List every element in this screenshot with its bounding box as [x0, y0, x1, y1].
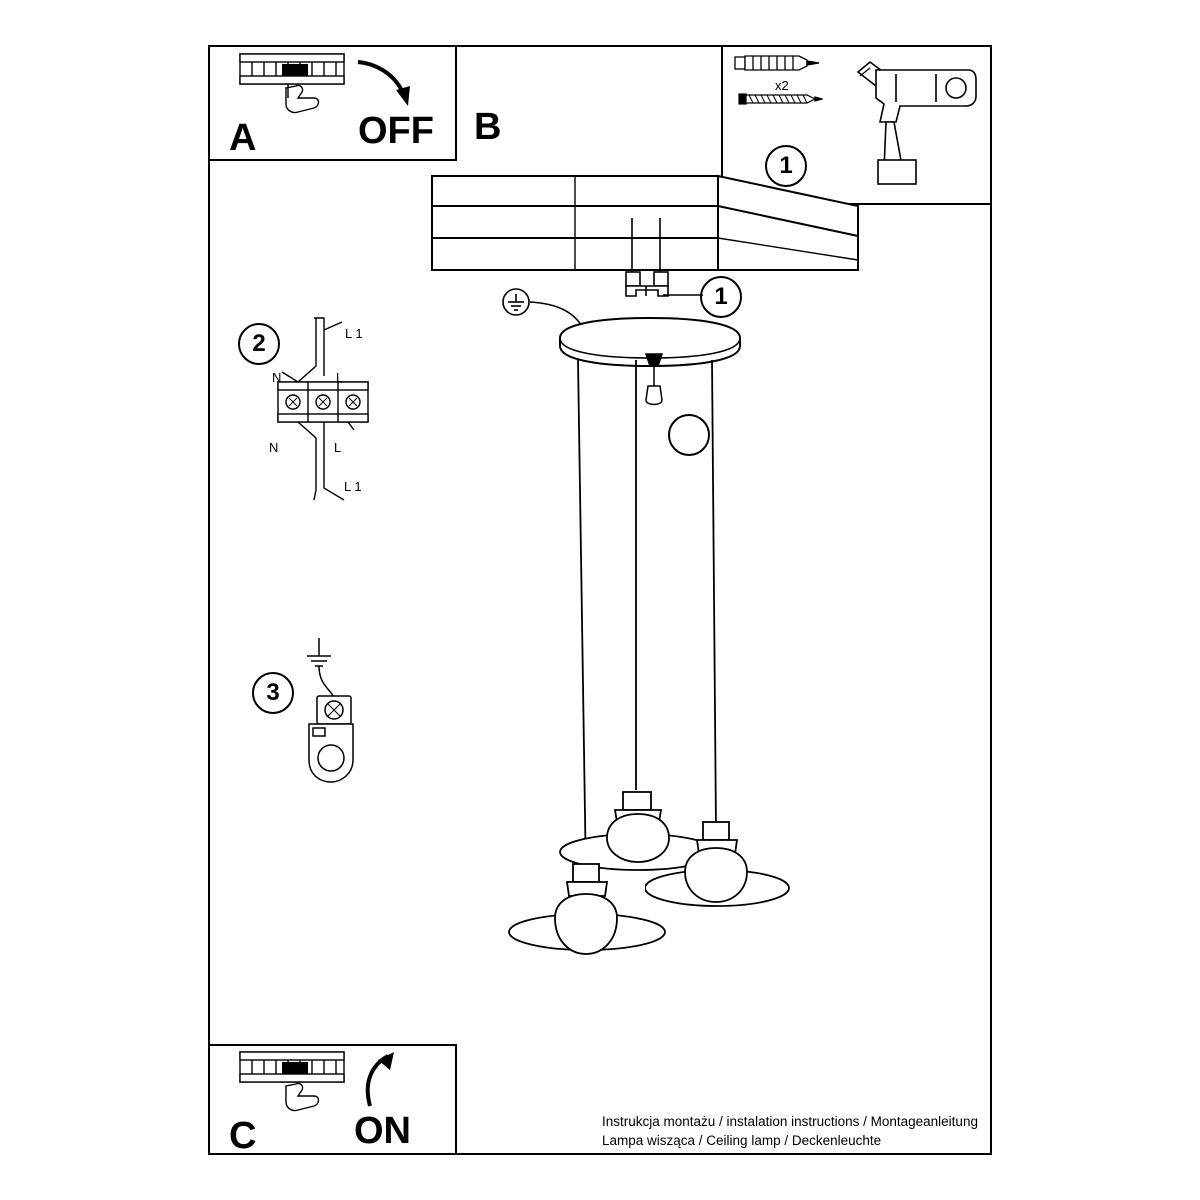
footer-line-1: Instrukcja montażu / instalation instructions / Montageanleitung	[602, 1114, 978, 1129]
callout-1-leader-line	[663, 288, 705, 302]
wiring-label-l-lower: L	[334, 440, 342, 455]
wiring-label-l-upper: L	[336, 370, 344, 385]
wiring-label-l1-bottom: L 1	[344, 479, 362, 494]
callout-1-badge: 1	[700, 276, 742, 318]
panel-a-action-label: OFF	[358, 110, 434, 152]
step-2-number-badge: 2	[238, 323, 280, 365]
lamp-shade-left	[505, 862, 685, 1002]
terminal-block-wiring-diagram	[258, 310, 388, 510]
wall-plug-icon	[733, 48, 823, 78]
footer-line-2: Lampa wisząca / Ceiling lamp / Deckenleuchte	[602, 1133, 882, 1148]
step-1-number-badge: 1	[765, 145, 807, 187]
panel-c-action-label: ON	[354, 1110, 411, 1152]
screw-icon	[737, 90, 823, 108]
wiring-label-l1-top: L 1	[345, 326, 363, 341]
panel-b-letter: B	[474, 106, 502, 148]
panel-a-letter: A	[229, 117, 257, 159]
circuit-breaker-on-icon	[236, 1046, 356, 1151]
earth-connection-diagram	[295, 630, 375, 800]
wiring-label-n-upper: N	[272, 370, 282, 385]
panel-c-letter: C	[229, 1115, 257, 1157]
circuit-breaker-off-icon	[236, 48, 356, 153]
step-3-number-badge: 3	[252, 672, 294, 714]
tools-quantity-label: x2	[775, 78, 789, 93]
power-drill-icon	[840, 48, 980, 188]
wiring-label-n-lower: N	[269, 440, 279, 455]
panel-a-arrow-icon	[352, 56, 422, 114]
panel-c-arrow-icon	[348, 1050, 418, 1112]
